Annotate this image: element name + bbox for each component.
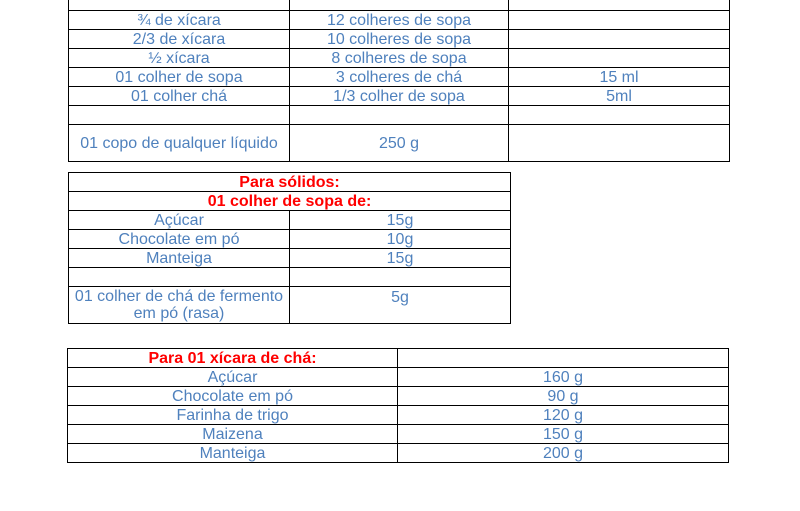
table-cell: 1/3 colher de sopa — [290, 87, 509, 106]
table-row — [68, 425, 729, 444]
table-row — [69, 30, 730, 49]
table-row — [69, 87, 730, 106]
table-row — [69, 125, 730, 162]
table-cell: Açúcar — [68, 368, 398, 387]
table-cell: 01 copo de qualquer líquido — [69, 125, 290, 162]
table-cell: 90 g — [398, 387, 729, 406]
table-cell: 3 colheres de chá — [290, 68, 509, 87]
table-cell: 5ml — [509, 87, 730, 106]
table-cell: 01 colher de sopa — [69, 68, 290, 87]
table-cell: 250 g — [290, 125, 509, 162]
table-cell: 160 g — [398, 368, 729, 387]
table-cell: Farinha de trigo — [68, 406, 398, 425]
table-header-row — [69, 173, 511, 192]
table-cell: ¾ de xícara — [69, 11, 290, 30]
table-cell: 120 g — [398, 406, 729, 425]
table-cell: 01 colher de chá de fermento em pó (rasa) — [69, 287, 290, 324]
table-cell: 2/3 de xícara — [69, 30, 290, 49]
table-cell — [290, 268, 511, 287]
table-cell: Açúcar — [69, 211, 290, 230]
table-row — [68, 368, 729, 387]
table-cell: 8 colheres de sopa — [290, 49, 509, 68]
table-row — [68, 406, 729, 425]
cup-title: Para 01 xícara de chá: — [68, 349, 398, 368]
table-cell — [398, 349, 729, 368]
table-row — [69, 106, 730, 125]
table-cell — [290, 0, 509, 11]
table-row — [69, 49, 730, 68]
liquid-measures-table — [68, 0, 730, 162]
table-cell: Chocolate em pó — [69, 230, 290, 249]
table-cell — [290, 106, 509, 125]
table-cell: ½ xícara — [69, 49, 290, 68]
table-row — [69, 68, 730, 87]
table-cell — [509, 106, 730, 125]
table-cell: 10g — [290, 230, 511, 249]
table-cell: Maizena — [68, 425, 398, 444]
table-cell: 5g — [290, 287, 511, 324]
table-cell — [69, 0, 290, 11]
table-header-row — [69, 192, 511, 211]
table-cell: 15g — [290, 249, 511, 268]
table-cell: 15 ml — [509, 68, 730, 87]
table-row — [68, 387, 729, 406]
table-cell: 01 colher chá — [69, 87, 290, 106]
table-header-row — [68, 349, 729, 368]
table-row — [69, 211, 511, 230]
solids-subtitle: 01 colher de sopa de: — [69, 192, 511, 211]
table-cell — [69, 106, 290, 125]
table-cell — [509, 49, 730, 68]
table-cell: 10 colheres de sopa — [290, 30, 509, 49]
table-cell — [509, 11, 730, 30]
table-row — [69, 0, 730, 11]
table-cell — [509, 125, 730, 162]
solids-table — [68, 172, 511, 324]
table-row — [69, 11, 730, 30]
table-row — [68, 444, 729, 463]
cup-table — [67, 348, 729, 463]
table-cell — [509, 30, 730, 49]
table-cell: 12 colheres de sopa — [290, 11, 509, 30]
table-cell: 15g — [290, 211, 511, 230]
table-cell: 150 g — [398, 425, 729, 444]
table-cell: Manteiga — [68, 444, 398, 463]
solids-title: Para sólidos: — [69, 173, 511, 192]
table-row — [69, 249, 511, 268]
table-row — [69, 230, 511, 249]
table-row — [69, 287, 511, 324]
table-row — [69, 268, 511, 287]
table-cell: Chocolate em pó — [68, 387, 398, 406]
table-cell: 200 g — [398, 444, 729, 463]
table-cell: Manteiga — [69, 249, 290, 268]
table-cell — [509, 0, 730, 11]
table-cell — [69, 268, 290, 287]
